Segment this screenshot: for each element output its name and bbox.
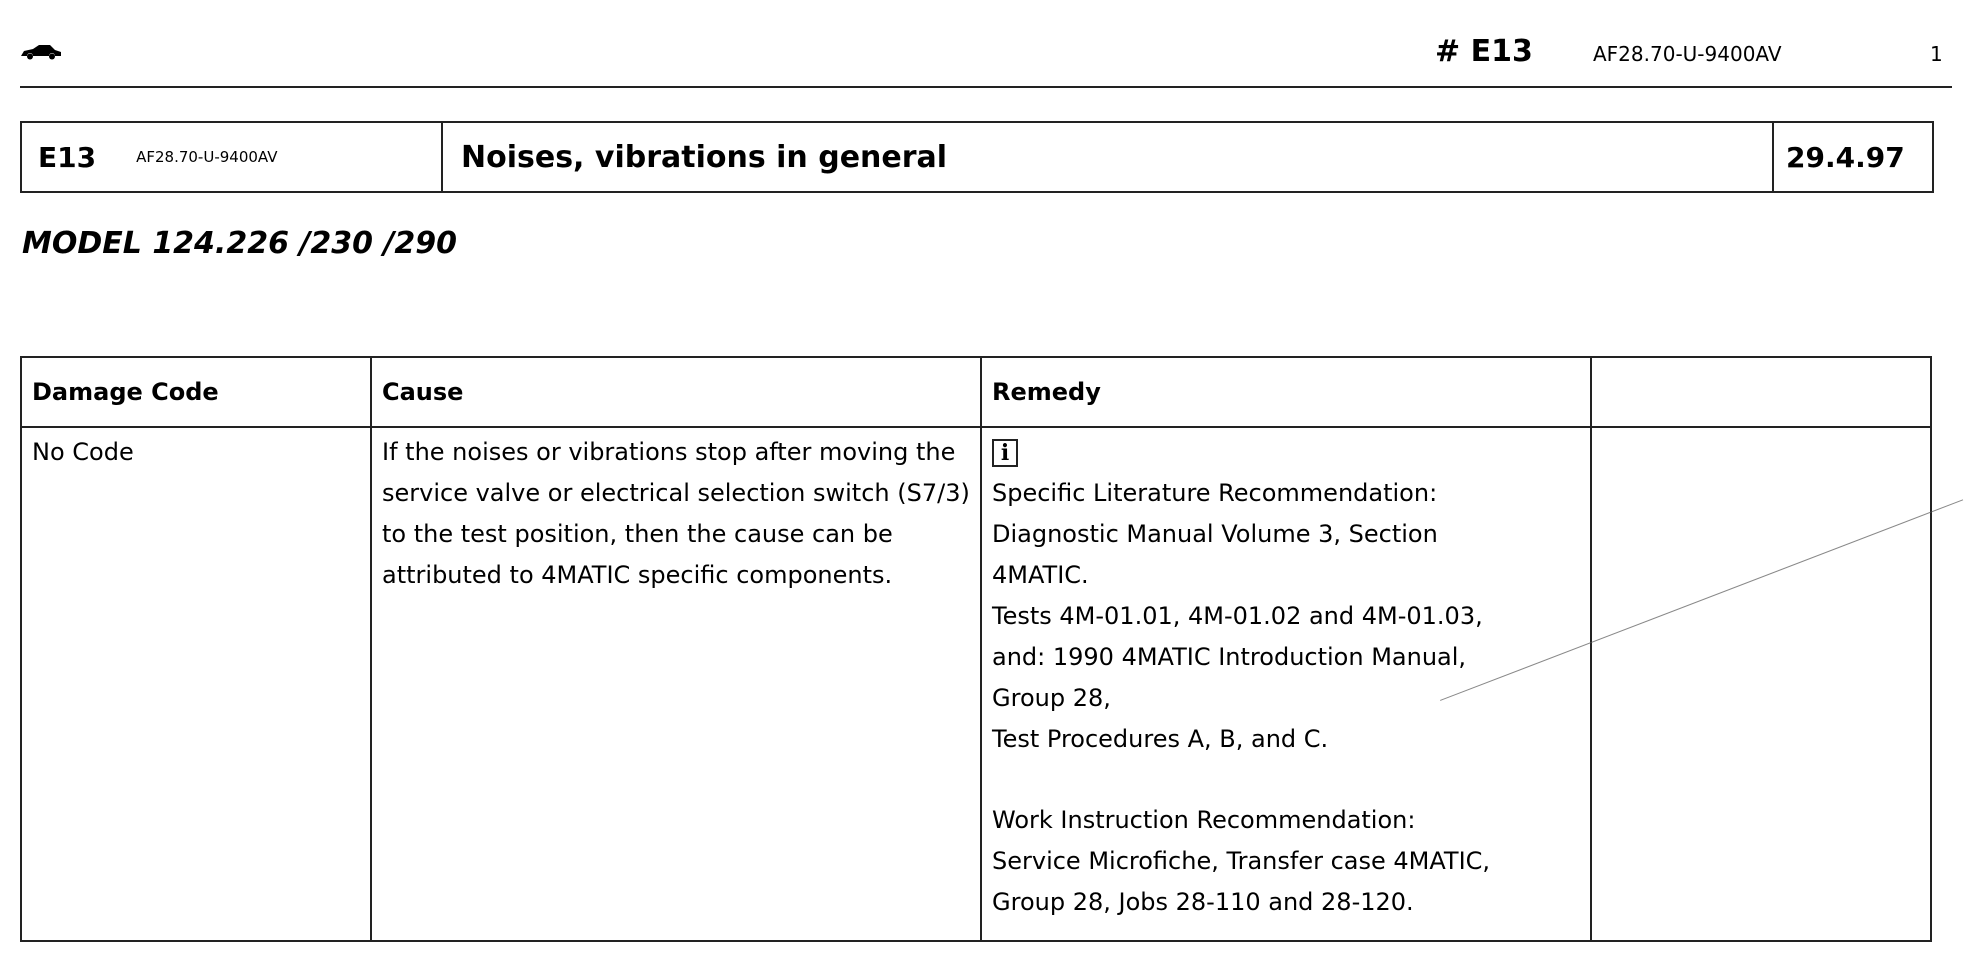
diagnostic-table [20, 356, 1932, 942]
extra-cell [1591, 427, 1931, 941]
header-remedy: Remedy [981, 357, 1591, 427]
remedy-line: 4MATIC. [992, 561, 1089, 589]
header-damage-code: Damage Code [21, 357, 371, 427]
remedy-line: Work Instruction Recommendation: [992, 806, 1416, 834]
title-code-cell [22, 123, 443, 191]
info-icon: i [992, 439, 1018, 467]
title-box [20, 121, 1934, 193]
remedy-cell [981, 427, 1591, 941]
damage-code-cell: No Code [21, 427, 371, 941]
car-icon [20, 44, 62, 60]
remedy-line: Group 28, Jobs 28-110 and 28-120. [992, 888, 1414, 916]
header-doc-number: AF28.70-U-9400AV [1593, 42, 1782, 66]
remedy-line: and: 1990 4MATIC Introduction Manual, [992, 643, 1467, 671]
model-label: MODEL 124.226 /230 /290 [22, 226, 457, 261]
title-doc-number: AF28.70-U-9400AV [136, 148, 278, 166]
document-date: 29.4.97 [1772, 123, 1932, 191]
cause-cell: If the noises or vibrations stop after moving the service valve or electrical selection switch (S7/3) to the test position, then the cause can be attributed to 4MATIC specific components. [371, 427, 981, 941]
header-extra [1591, 357, 1931, 427]
remedy-line: Diagnostic Manual Volume 3, Section [992, 520, 1438, 548]
title-code: E13 [38, 140, 97, 174]
document-title: Noises, vibrations in general [461, 139, 948, 175]
remedy-line: Group 28, [992, 684, 1111, 712]
table-row [21, 427, 1931, 941]
remedy-spacer [992, 760, 1580, 800]
remedy-line: Tests 4M-01.01, 4M-01.02 and 4M-01.03, [992, 602, 1483, 630]
header-cause: Cause [371, 357, 981, 427]
remedy-line: Test Procedures A, B, and C. [992, 725, 1329, 753]
remedy-line: Service Microfiche, Transfer case 4MATIC, [992, 847, 1491, 875]
page-number: 1 [1930, 42, 1943, 66]
remedy-line: Specific Literature Recommendation: [992, 479, 1438, 507]
table-header-row [21, 357, 1931, 427]
header-divider [20, 86, 1952, 88]
header-code: # E13 [1435, 34, 1533, 69]
